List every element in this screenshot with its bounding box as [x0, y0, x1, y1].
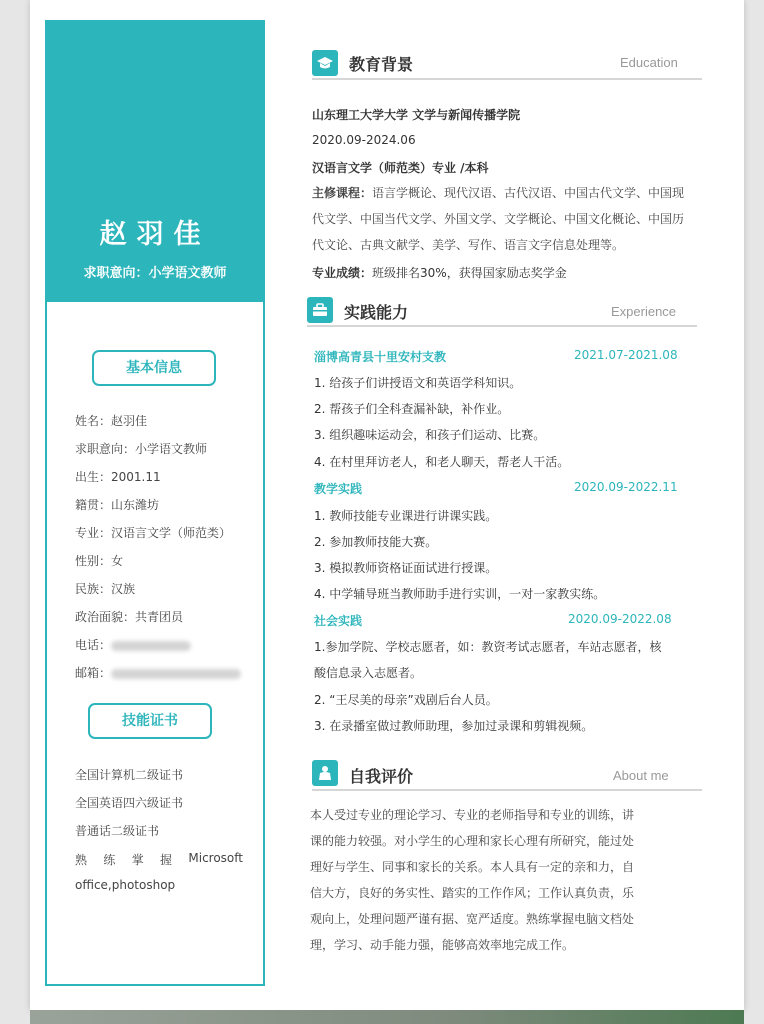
- info-political: 政治面貌：共青团员: [75, 610, 184, 624]
- education-subtitle: Education: [620, 55, 678, 70]
- about-subtitle: About me: [613, 768, 669, 783]
- list-item: 3. 组织趣味运动会，和孩子们运动、比赛。: [314, 428, 546, 442]
- briefcase-icon: [307, 297, 333, 323]
- experience-group-name: 淄博高青县十里安村支教: [314, 350, 447, 364]
- experience-group-name: 社会实践: [314, 614, 363, 628]
- list-item: 1.参加学院、学校志愿者，如：教资考试志愿者，车站志愿者，核: [314, 640, 662, 654]
- list-item: 2. 帮孩子们全科查漏补缺，补作业。: [314, 402, 510, 416]
- skill-item: 全国计算机二级证书: [75, 768, 184, 782]
- job-intent: 求职意向：小学语文教师: [83, 266, 227, 281]
- list-item: 4. 中学辅导班当教师助手进行实训，一对一家教实练。: [314, 587, 606, 601]
- about-divider: [312, 789, 702, 791]
- education-courses: 主修课程：语言学概论、现代汉语、古代汉语、中国古代文学、中国现 代文学、中国当代文学、外国文学、文学概论、中国文化概论、中国历 代文论、古典文献学、美学、写作、语言文字信息处理等。: [312, 186, 685, 252]
- person-icon: [312, 760, 338, 786]
- profile-header: [45, 20, 265, 302]
- list-item: 1. 给孩子们讲授语文和英语学科知识。: [314, 376, 522, 390]
- education-divider: [312, 78, 702, 80]
- list-item: 1. 教师技能专业课进行讲课实践。: [314, 509, 498, 523]
- experience-divider: [307, 325, 697, 327]
- info-major: 专业：汉语言文学（师范类）: [75, 526, 232, 540]
- info-ethnicity: 民族：汉族: [75, 582, 136, 596]
- skill-item-office: 熟 练 掌 握 Microsoft: [75, 851, 243, 867]
- education-period: 2020.09-2024.06: [312, 133, 416, 147]
- list-item: 2. “王尽美的母亲”戏剧后台人员。: [314, 693, 498, 707]
- experience-group-period: 2020.09-2022.11: [574, 480, 678, 494]
- email-redacted: [111, 669, 241, 679]
- education-title: 教育背景: [349, 55, 414, 74]
- about-paragraph: 本人受过专业的理论学习、专业的老师指导和专业的训练，讲 课的能力较强。对小学生的心理和家长心理有所研究，能过处 理好与学生、同事和家长的关系。本人具有一定的亲和力，自 信大方，良好的务实性、踏实的工作作风；工作认真负责，乐 观向上，处理问题严谨有据、宽严适度。熟练掌握电脑文档处 理，学习、动手能力强，能够高效率地完成工作。: [310, 808, 635, 952]
- info-birth: 出生：2001.11: [75, 470, 161, 484]
- info-name: 姓名：赵羽佳: [75, 414, 148, 428]
- skill-item: 普通话二级证书: [75, 824, 160, 838]
- skill-item-office-cont: office,photoshop: [75, 878, 176, 892]
- info-phone: 电话：: [75, 636, 191, 653]
- info-intent: 求职意向：小学语文教师: [75, 442, 208, 456]
- list-item: 4. 在村里拜访老人，和老人聊天，帮老人干活。: [314, 455, 570, 469]
- about-title: 自我评价: [349, 767, 414, 786]
- education-major: 汉语言文学（师范类）专业 /本科: [312, 161, 489, 175]
- applicant-name: 赵羽佳: [99, 219, 211, 250]
- experience-group-period: 2020.09-2022.08: [568, 612, 672, 626]
- info-origin: 籍贯：山东潍坊: [75, 498, 160, 512]
- experience-subtitle: Experience: [611, 304, 677, 319]
- list-item: 2. 参加教师技能大赛。: [314, 535, 438, 549]
- list-item: 3. 模拟教师资格证面试进行授课。: [314, 561, 498, 575]
- graduation-cap-icon: [312, 50, 338, 76]
- info-email: 邮箱：: [75, 664, 241, 681]
- experience-group-name: 教学实践: [314, 482, 363, 496]
- skill-item: 全国英语四六级证书: [75, 796, 184, 810]
- basic-info-heading: 基本信息: [92, 350, 216, 386]
- experience-group-period: 2021.07-2021.08: [574, 348, 678, 362]
- education-school: 山东理工大学大学 文学与新闻传播学院: [312, 108, 521, 122]
- info-gender: 性别：女: [75, 554, 124, 568]
- experience-title: 实践能力: [344, 303, 409, 322]
- list-item: 3. 在录播室做过教师助理，参加过录课和剪辑视频。: [314, 719, 594, 733]
- skills-heading: 技能证书: [88, 703, 212, 739]
- education-grades: 专业成绩：班级排名30%，获得国家励志奖学金: [312, 266, 567, 280]
- phone-redacted: [111, 641, 191, 651]
- bottom-strip: [30, 1010, 744, 1024]
- list-item: 酸信息录入志愿者。: [314, 666, 423, 680]
